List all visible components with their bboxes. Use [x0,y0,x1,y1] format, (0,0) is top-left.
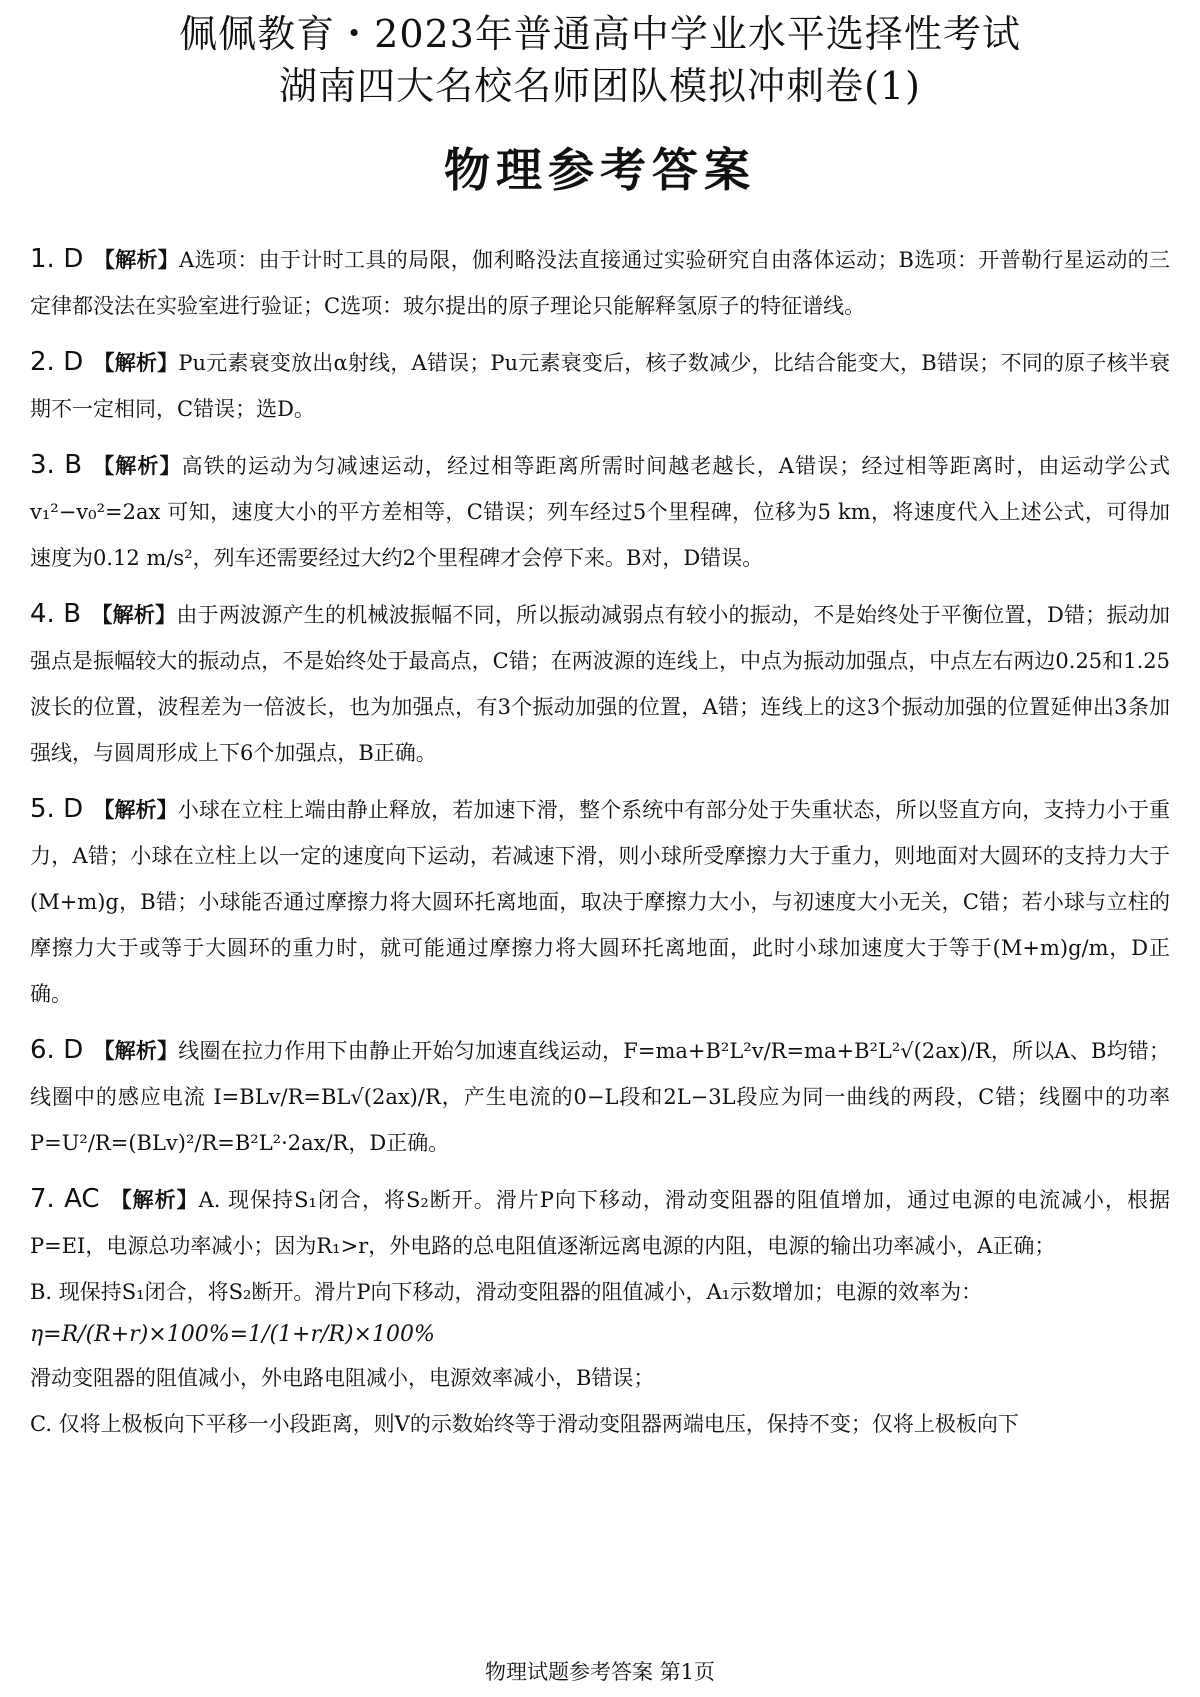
analysis-tag: 【解析】 [109,1188,199,1212]
analysis-text: A选项：由于计时工具的局限，伽利略没法直接通过实验研究自由落体运动；B选项：开普勒行星运动的三定律都没法在实验室进行验证；C选项：玻尔提出的原子理论只能解释氢原子的特征谱线。 [30,248,1171,318]
analysis-text: 小球在立柱上端由静止释放，若加速下滑，整个系统中有部分处于失重状态，所以竖直方向，支持力小于重力，A错；小球在立柱上以一定的速度向下运动，若减速下滑，则小球所受摩擦力大于重力，则地面对大圆环的支持力大于(M+m)g，B错；小球能否通过摩擦力将大圆环托离地面，取决于摩擦力大小，与初速度大小无关，C错；若小球与立柱的摩擦力大于或等于大圆环的重力时，就可能通过摩擦力将大圆环托离地面，此时小球加速度大于等于(M+m)g/m，D正确。 [30,798,1171,1006]
analysis-tag: 【解析】 [93,351,179,375]
analysis-text-c: C. 仅将上极板向下平移一小段距离，则V的示数始终等于滑动变阻器两端电压，保持不变；仅将上极板向下 [30,1412,1019,1436]
exam-title-line1: 佩佩教育・2023年普通高中学业水平选择性考试 [179,12,1021,56]
answer-label: 3. B [30,450,83,480]
answer-label: 2. D [30,347,84,377]
analysis-tag: 【解析】 [93,248,180,272]
analysis-text-a: A. 现保持S₁闭合，将S₂断开。滑片P向下移动，滑动变阻器的阻值增加，通过电源的电流减小，根据P=EI，电源总功率减小；因为R₁>r，外电路的总电阻值逐渐远离电源的内阻，电源的输出功率减小，A正确； [30,1188,1170,1258]
analysis-tag: 【解析】 [91,603,177,627]
answer-label: 7. AC [30,1184,100,1214]
answer-label: 5. D [30,794,84,824]
analysis-tag: 【解析】 [92,454,182,478]
analysis-text: 线圈在拉力作用下由静止开始匀加速直线运动，F=ma+B²L²v/R=ma+B²L²√(2ax)/R，所以A、B均错；线圈中的感应电流 I=BLv/R=BL√(2ax)/R，产生电流的0−L段和2L−3L段应为同一曲线的两段，C错；线圈中的功率 P=U²/R=(BLv)²/R=B²L²·2ax/R，D正确。 [30,1039,1171,1155]
page-footer: 物理试题参考答案 第1页 [484,1660,716,1684]
document-header [0,8,1200,200]
answer-key-title: 物理参考答案 [444,143,756,197]
answer-item-1 [30,236,1170,329]
answer-item-3 [30,442,1170,581]
efficiency-formula: η=R/(R+r)×100%=1/(1+r/R)×100% [30,1322,435,1347]
analysis-tag: 【解析】 [93,798,178,822]
answer-label: 1. D [30,244,84,274]
answer-item-4 [30,591,1170,776]
answer-label: 6. D [30,1035,84,1065]
exam-title-line2: 湖南四大名校名师团队模拟冲刺卷(1) [279,64,921,108]
answer-list [30,236,1170,1457]
analysis-tag: 【解析】 [93,1039,179,1063]
analysis-text: 由于两波源产生的机械波振幅不同，所以振动减弱点有较小的振动，不是始终处于平衡位置，D错；振动加强点是振幅较大的振动点，不是始终处于最高点，C错；在两波源的连线上，中点为振动加强点，中点左右两边0.25和1.25波长的位置，波程差为一倍波长，也为加强点，有3个振动加强的位置，A错；连线上的这3个振动加强的位置延伸出3条加强线，与圆周形成上下6个加强点，B正确。 [30,603,1170,765]
analysis-text: Pu元素衰变放出α射线，A错误；Pu元素衰变后，核子数减少，比结合能变大，B错误；不同的原子核半衰期不一定相同，C错误；选D。 [30,351,1170,421]
answer-label: 4. B [30,599,82,629]
analysis-text-b: B. 现保持S₁闭合，将S₂断开。滑片P向下移动，滑动变阻器的阻值减小，A₁示数增加；电源的效率为： [30,1280,983,1304]
answer-item-6 [30,1027,1170,1166]
analysis-text-b-conclusion: 滑动变阻器的阻值减小，外电路电阻减小，电源效率减小，B错误； [30,1366,655,1390]
answer-item-7 [30,1176,1170,1447]
analysis-text: 高铁的运动为匀减速运动，经过相等距离所需时间越老越长，A错误；经过相等距离时，由运动学公式 v₁²−v₀²=2ax 可知，速度大小的平方差相等，C错误；列车经过5个里程碑，位移为5 km，将速度代入上述公式，可得加速度为0.12 m/s²，列车还需要经过大约2个里程碑才会停下来。B对，D错误。 [30,454,1170,570]
answer-item-2 [30,339,1170,432]
answer-item-5 [30,786,1170,1017]
